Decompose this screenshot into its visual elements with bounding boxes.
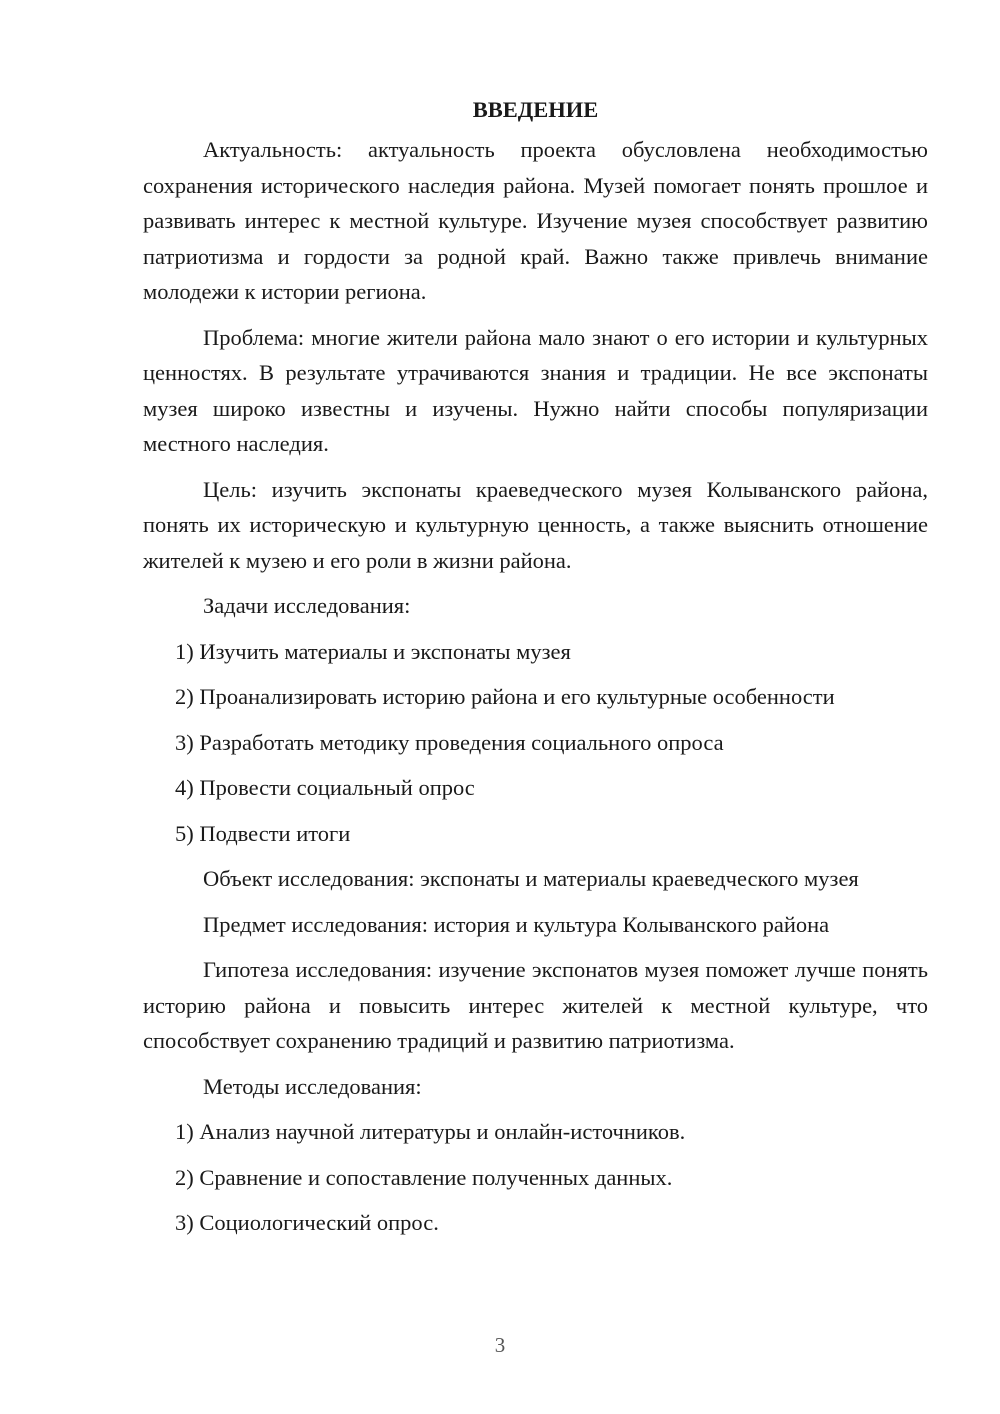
problem-paragraph: Проблема: многие жители района мало знают о его истории и культурных ценностях. В результате утрачиваются знания и традиции. Не все экспонаты музея широко известны и изучены. Нужно найти способы популяризации местного наследия.	[143, 324, 928, 456]
object-paragraph: Объект исследования: экспонаты и материалы краеведческого музея	[203, 866, 859, 891]
methods-heading: Методы исследования:	[203, 1073, 422, 1099]
list-item: 3) Социологический опрос.	[175, 1210, 439, 1235]
list-item: 4) Провести социальный опрос	[175, 775, 475, 800]
list-item: 5) Подвести итоги	[175, 820, 351, 846]
list-item: 3) Разработать методику проведения социального опроса	[175, 729, 724, 755]
relevance-paragraph: Актуальность: актуальность проекта обусловлена необходимостью сохранения исторического наследия района. Музей помогает понять прошлое и развивать интерес к местной культуре. Изучение музея способствует развитию патриотизма и гордости за родной край. Важно также привлечь внимание молодежи к истории региона.	[143, 137, 928, 304]
section-heading: ВВЕДЕНИЕ	[472, 97, 599, 122]
subject-paragraph: Предмет исследования: история и культура Колыванского района	[203, 911, 830, 937]
list-item: 1) Изучить материалы и экспонаты музея	[175, 638, 571, 664]
tasks-list	[143, 634, 928, 852]
list-item: 1) Анализ научной литературы и онлайн-источников.	[175, 1119, 686, 1144]
list-item: 2) Сравнение и сопоставление полученных данных.	[175, 1164, 673, 1190]
methods-list	[143, 1114, 928, 1241]
list-item: 2) Проанализировать историю района и его культурные особенности	[175, 684, 835, 709]
document-page	[143, 92, 928, 1251]
goal-paragraph: Цель: изучить экспонаты краеведческого музея Колыванского района, понять их историческую и культурную ценность, а также выяснить отношение жителей к музею и его роли в жизни района.	[143, 476, 928, 573]
hypothesis-paragraph: Гипотеза исследования: изучение экспонатов музея поможет лучше понять историю района и повысить интерес жителей к местной культуре, что способствует сохранению традиций и развитию патриотизма.	[143, 957, 928, 1053]
page-number: 3	[494, 1333, 506, 1357]
tasks-heading: Задачи исследования:	[203, 593, 411, 618]
